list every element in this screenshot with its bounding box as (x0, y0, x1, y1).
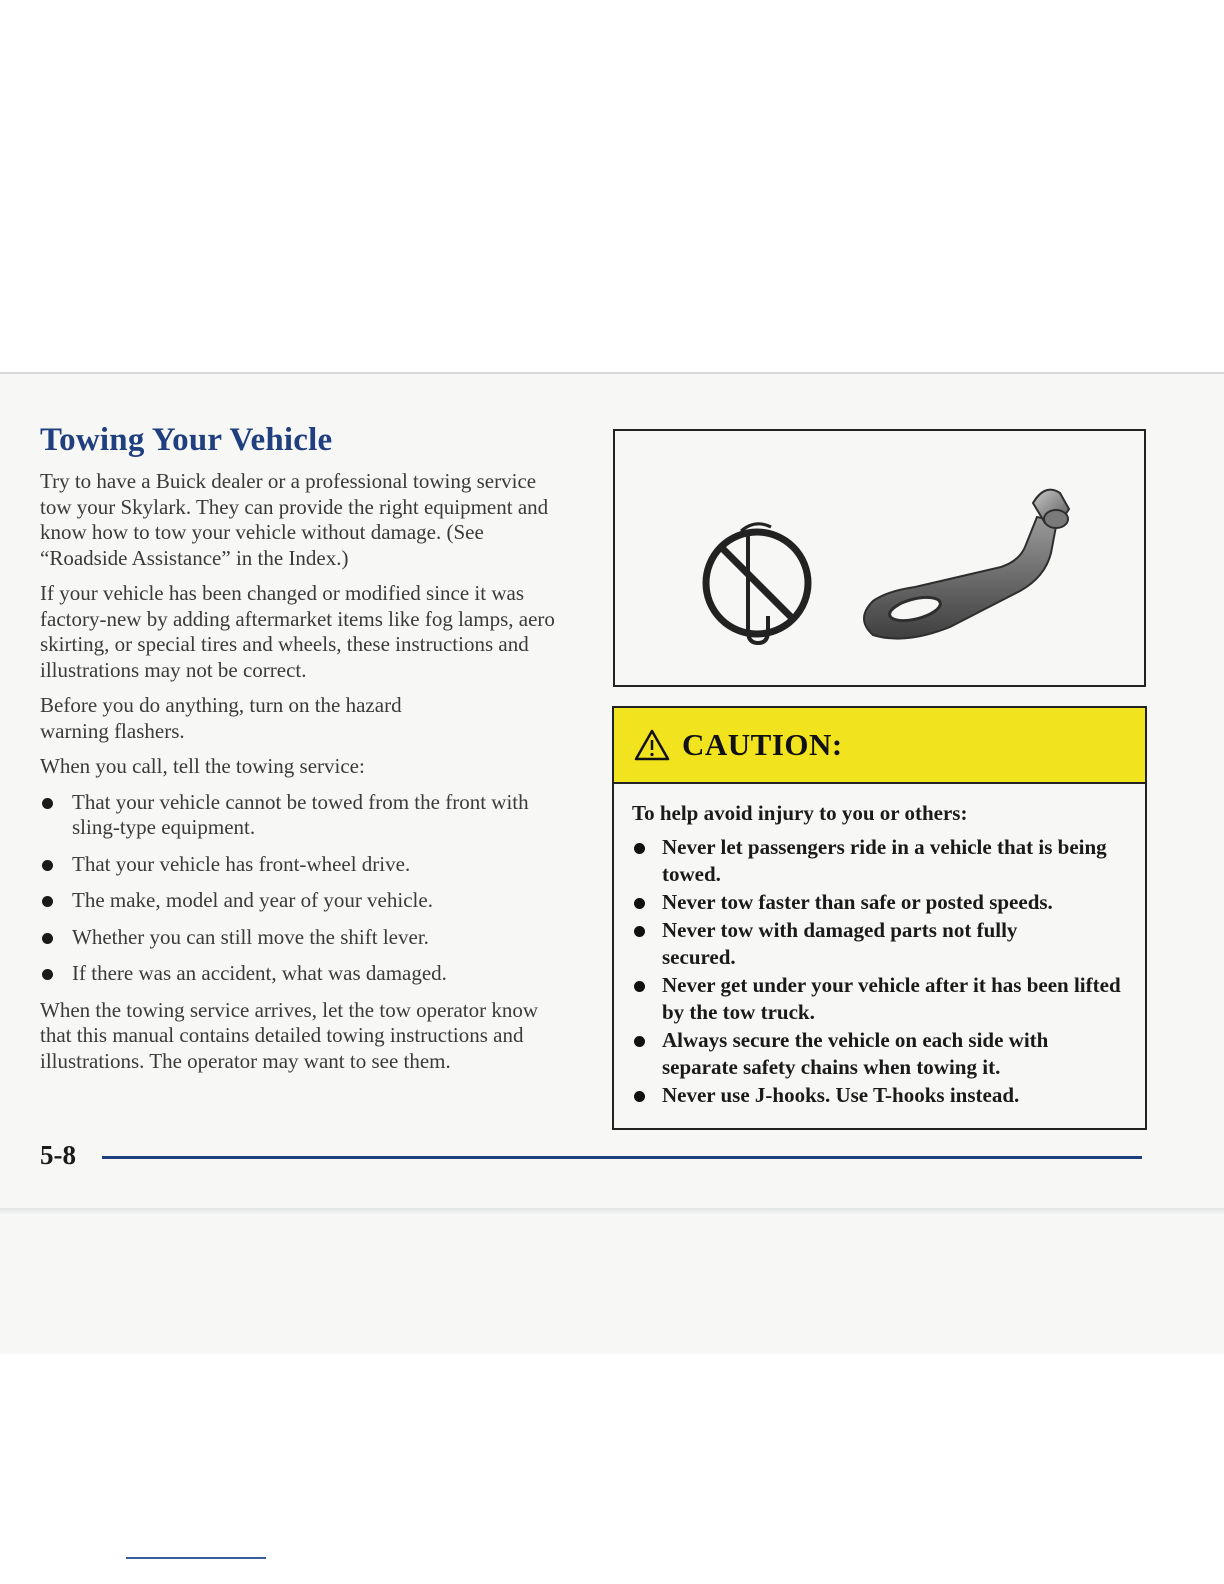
hook-illustration (613, 429, 1146, 687)
list-item: That your vehicle cannot be towed from the front with sling-type equipment. (40, 790, 570, 841)
list-item: If there was an accident, what was damaged. (40, 961, 570, 987)
bullet-icon (42, 933, 53, 944)
scan-edge (0, 1208, 1224, 1214)
stray-underline (126, 1557, 266, 1559)
list-item: Never tow with damaged parts not fully secured. (632, 917, 1022, 971)
page-title: Towing Your Vehicle (40, 422, 333, 458)
list-item: That your vehicle has front-wheel drive. (40, 852, 570, 878)
modification-paragraph: If your vehicle has been changed or modified since it was factory-new by adding aftermarket items like fog lamps, aero skirting, or special tires and wheels, these instructions and illustrations may not be correct. (40, 581, 555, 682)
bullet-icon (42, 969, 53, 980)
bullet-icon (634, 1091, 645, 1102)
list-item: The make, model and year of your vehicle. (40, 888, 570, 914)
arrival-paragraph: When the towing service arrives, let the tow operator know that this manual contains detailed towing instructions and illustrations. The operator may want to see them. (40, 997, 539, 1073)
tell-service-list (40, 790, 570, 987)
list-item: Whether you can still move the shift lever. (40, 925, 570, 951)
warning-triangle-icon (634, 728, 670, 762)
bullet-icon (42, 896, 53, 907)
caution-intro: To help avoid injury to you or others: (632, 801, 968, 825)
hook-illustration-svg (615, 431, 1144, 685)
list-item: Never let passengers ride in a vehicle that is being towed. (632, 834, 1127, 888)
bullet-icon (42, 860, 53, 871)
intro-paragraph: Try to have a Buick dealer or a professional towing service tow your Skylark. They can provide the right equipment and know how to tow your vehicle without damage. (See “Roadside Assistance” in the Index.) (40, 469, 549, 570)
list-item: Never tow faster than safe or posted speeds. (632, 889, 1127, 916)
caution-header (614, 708, 1145, 784)
page-number: 5-8 (40, 1140, 76, 1170)
towing-text-column (40, 422, 570, 1084)
caution-title: CAUTION: (682, 727, 843, 762)
bullet-icon (634, 1036, 645, 1047)
list-item: Never use J-hooks. Use T-hooks instead. (632, 1082, 1127, 1109)
caution-list (632, 834, 1127, 1109)
call-paragraph: When you call, tell the towing service: (40, 754, 365, 778)
caution-body (614, 784, 1145, 1109)
caution-box (612, 706, 1147, 1130)
footer-rule (102, 1156, 1142, 1159)
no-j-hook-icon (706, 524, 808, 643)
t-hook-icon (864, 490, 1069, 639)
bullet-icon (634, 981, 645, 992)
bullet-icon (42, 798, 53, 809)
list-item: Never get under your vehicle after it has been lifted by the tow truck. (632, 972, 1127, 1026)
hazard-paragraph: Before you do anything, turn on the hazard warning flashers. (40, 693, 402, 743)
list-item: Always secure the vehicle on each side with separate safety chains when towing it. (632, 1027, 1127, 1081)
bullet-icon (634, 926, 645, 937)
bullet-icon (634, 843, 645, 854)
bullet-icon (634, 898, 645, 909)
